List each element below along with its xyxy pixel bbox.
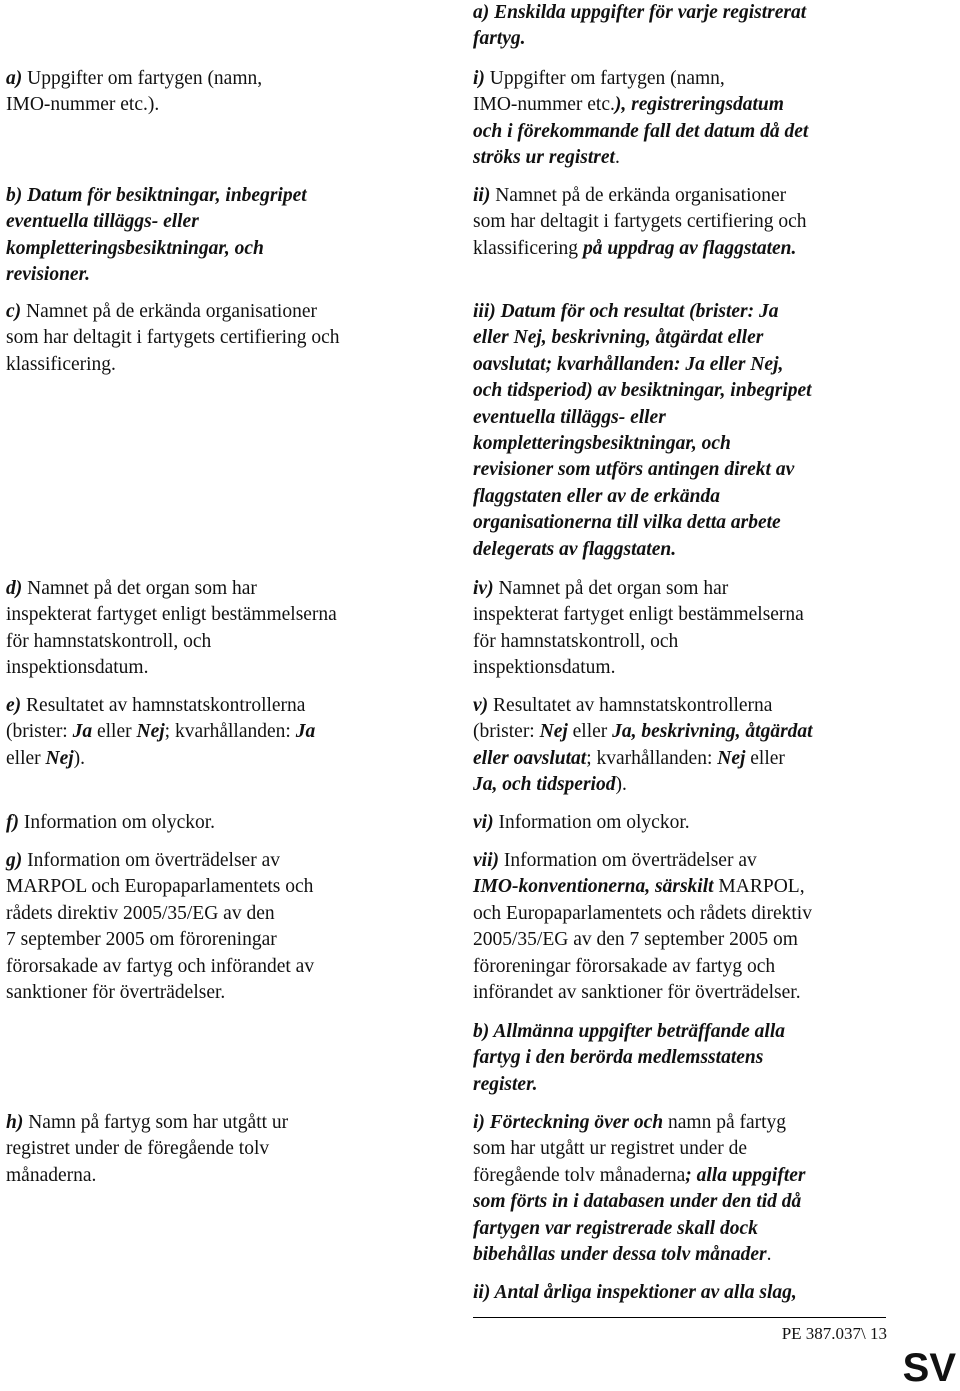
left-paragraph [6, 1110, 288, 1189]
text-line [473, 352, 812, 378]
text-segment: rådets direktiv 2005/35/EG av den [6, 902, 275, 924]
text-line [473, 874, 812, 900]
text-line [6, 1110, 288, 1136]
text-line [473, 1019, 785, 1045]
text-segment: klassificering [473, 237, 583, 259]
text-line [6, 719, 315, 745]
emphasized-text: ströks ur registret [473, 147, 615, 169]
emphasized-text: fartyg i den berörda medlemsstatens [473, 1047, 764, 1069]
text-line [473, 602, 804, 628]
emphasized-text: eventuella tilläggs- eller [473, 406, 666, 428]
emphasized-text: e) [6, 695, 22, 716]
emphasized-text: Nej [539, 721, 568, 743]
text-line [6, 954, 314, 980]
text-segment: sanktioner för överträdelser. [6, 982, 226, 1004]
text-line [473, 576, 804, 602]
text-line [473, 1242, 805, 1268]
emphasized-text: flaggstaten eller av de erkända [473, 485, 720, 507]
text-segment: förorsakade av fartyg och införandet av [6, 955, 315, 977]
text-line [6, 92, 262, 118]
emphasized-text: och tidsperiod) av besiktningar, inbegripet [473, 380, 812, 402]
text-segment: Information om överträdelser av [498, 850, 757, 871]
text-segment: Information om olyckor. [19, 812, 216, 833]
text-line [6, 874, 314, 900]
left-paragraph [6, 810, 215, 836]
text-segment: IMO-nummer etc. [473, 94, 615, 116]
text-line [473, 405, 812, 431]
text-segment: Namnet på de erkända organisationer [490, 185, 787, 206]
emphasized-text: organisationerna till vilka detta arbete [473, 512, 781, 534]
right-paragraph [473, 66, 808, 172]
right-paragraph [473, 810, 690, 836]
emphasized-text: vi) [473, 812, 494, 833]
text-line [473, 457, 812, 483]
text-line [6, 901, 314, 927]
emphasized-text: eller Nej, beskrivning, åtgärdat eller [473, 327, 764, 349]
emphasized-text: kompletteringsbesiktningar, och [473, 433, 731, 455]
emphasized-text: fartyg. [473, 28, 526, 50]
text-line [6, 325, 340, 351]
emphasized-text: oavslutat; kvarhållanden: Ja eller Nej, [473, 353, 784, 375]
emphasized-text: som förts in i databasen under den tid då [473, 1191, 802, 1213]
emphasized-text: iv) [473, 578, 494, 599]
emphasized-text: d) [6, 578, 23, 599]
text-segment: Resultatet av hamnstatskontrollerna [488, 695, 773, 716]
text-line [473, 848, 812, 874]
text-segment: registret under de föregående tolv [6, 1138, 270, 1160]
text-line [6, 1136, 288, 1162]
text-line [6, 576, 337, 602]
right-paragraph [473, 1019, 785, 1098]
right-paragraph [473, 576, 804, 682]
emphasized-text: kompletteringsbesiktningar, och [6, 237, 264, 259]
emphasized-text: på uppdrag av flaggstaten. [582, 237, 797, 259]
text-segment: för hamnstatskontroll, och [473, 630, 679, 652]
text-line [6, 66, 262, 92]
language-code: SV [902, 1346, 956, 1390]
text-line [473, 1045, 785, 1071]
text-line [473, 236, 807, 262]
text-line [473, 431, 812, 457]
text-segment: ). [73, 747, 86, 769]
right-paragraph [473, 1280, 797, 1306]
right-paragraph [473, 848, 812, 1006]
text-segment: eller [92, 721, 137, 743]
text-line [473, 0, 806, 26]
text-segment: eller [745, 747, 785, 769]
left-paragraph [6, 183, 307, 289]
text-line [473, 655, 804, 681]
text-segment: Uppgifter om fartygen (namn, [484, 68, 725, 89]
emphasized-text: ii) Antal årliga inspektioner av alla slag, [473, 1282, 797, 1303]
text-line [473, 537, 812, 563]
right-paragraph [473, 0, 806, 53]
emphasized-text: f) [6, 812, 19, 833]
text-line [6, 1163, 288, 1189]
text-line [473, 1280, 797, 1306]
text-line [473, 693, 813, 719]
emphasized-text: v) [473, 695, 489, 716]
text-line [473, 1072, 785, 1098]
text-line [473, 772, 813, 798]
text-segment: Namnet på det organ som har [22, 578, 257, 599]
text-segment: (brister: [6, 721, 73, 743]
emphasized-text: i) Förteckning över och [473, 1112, 664, 1133]
text-segment: ; kvarhållanden: [164, 721, 296, 743]
text-line [473, 145, 808, 171]
emphasized-text: register. [473, 1073, 538, 1095]
emphasized-text: IMO-konventionerna, särskilt [473, 876, 714, 898]
text-line [6, 352, 340, 378]
text-segment: namn på fartyg [663, 1112, 787, 1133]
text-line [473, 378, 812, 404]
emphasized-text: bibehållas under dessa tolv månader [473, 1244, 767, 1266]
text-line [473, 26, 806, 52]
text-line [473, 954, 812, 980]
text-line [473, 119, 808, 145]
text-segment: föroreningar förorsakade av fartyg och [473, 955, 776, 977]
footer-rule [473, 1317, 886, 1318]
text-segment: Information om överträdelser av [22, 850, 280, 871]
text-segment: MARPOL och Europaparlamentets och [6, 876, 314, 898]
text-line [6, 299, 340, 325]
text-segment: eller [6, 747, 46, 769]
text-segment: (brister: [473, 721, 540, 743]
emphasized-text: b) Allmänna uppgifter beträffande alla [473, 1021, 786, 1042]
text-line [6, 655, 337, 681]
emphasized-text: Nej [136, 721, 165, 743]
emphasized-text: ), registreringsdatum [614, 94, 784, 116]
emphasized-text: eller oavslutat [473, 747, 587, 769]
right-paragraph [473, 1110, 805, 1268]
text-segment: och Europaparlamentets och rådets direktiv [473, 902, 812, 924]
emphasized-text: eventuella tilläggs- eller [6, 211, 199, 233]
emphasized-text: Ja [72, 721, 93, 743]
text-segment: Namn på fartyg som har utgått ur [23, 1112, 289, 1133]
emphasized-text: i) [473, 68, 485, 89]
left-paragraph [6, 693, 315, 772]
text-line [473, 183, 807, 209]
text-segment: föregående tolv månaderna [473, 1164, 686, 1186]
right-paragraph [473, 299, 812, 563]
emphasized-text: Nej [717, 747, 746, 769]
text-line [6, 848, 314, 874]
left-paragraph [6, 299, 340, 378]
emphasized-text: revisioner. [6, 264, 90, 286]
emphasized-text: g) [6, 850, 23, 871]
emphasized-text: och i förekommande fall det datum då det [473, 120, 809, 142]
text-segment: ; kvarhållanden: [586, 747, 718, 769]
text-segment: inspekterat fartyget enligt bestämmelserna [6, 604, 337, 626]
text-line [6, 980, 314, 1006]
text-line [473, 92, 808, 118]
text-line [473, 980, 812, 1006]
text-line [473, 719, 813, 745]
text-line [473, 209, 807, 235]
emphasized-text: vii) [473, 850, 499, 871]
left-paragraph [6, 66, 262, 119]
text-segment: inspektionsdatum. [473, 657, 616, 679]
text-segment: . [766, 1244, 772, 1266]
text-line [473, 325, 812, 351]
text-segment: månaderna. [6, 1164, 97, 1186]
text-segment: Uppgifter om fartygen (namn, [22, 68, 263, 89]
text-line [6, 693, 315, 719]
text-segment: 7 september 2005 om föroreningar [6, 929, 277, 951]
emphasized-text: h) [6, 1112, 24, 1133]
text-line [473, 1216, 805, 1242]
emphasized-text: Ja, beskrivning, åtgärdat [612, 721, 813, 743]
text-segment: klassificering. [6, 353, 116, 375]
text-line [6, 209, 307, 235]
left-paragraph [6, 576, 337, 682]
text-line [6, 262, 307, 288]
text-segment: som har deltagit i fartygets certifiering och [6, 327, 340, 349]
emphasized-text: a) [6, 68, 23, 89]
text-segment: inspektionsdatum. [6, 657, 149, 679]
text-line [473, 746, 813, 772]
text-line [6, 746, 315, 772]
text-segment: införandet av sanktioner för överträdelser. [473, 982, 801, 1004]
text-segment: Namnet på det organ som har [493, 578, 729, 599]
text-line [473, 1136, 805, 1162]
text-line [473, 810, 690, 836]
text-segment: Resultatet av hamnstatskontrollerna [21, 695, 306, 716]
text-segment: Information om olyckor. [493, 812, 690, 833]
emphasized-text: iii) Datum för och resultat (brister: Ja [473, 301, 779, 322]
text-segment: . [614, 147, 620, 169]
emphasized-text: ii) [473, 185, 491, 206]
emphasized-text: Ja, och tidsperiod [473, 774, 616, 796]
emphasized-text: c) [6, 301, 22, 322]
text-line [6, 602, 337, 628]
text-line [473, 1163, 805, 1189]
right-paragraph [473, 693, 813, 799]
emphasized-text: fartygen var registrerade skall dock [473, 1217, 758, 1239]
text-segment: för hamnstatskontroll, och [6, 630, 212, 652]
emphasized-text: ; alla uppgifter [685, 1164, 806, 1186]
text-line [473, 510, 812, 536]
text-line [473, 629, 804, 655]
text-line [6, 927, 314, 953]
text-segment: MARPOL, [713, 876, 805, 898]
emphasized-text: a) Enskilda uppgifter för varje registrerat [473, 2, 807, 23]
text-segment: Namnet på de erkända organisationer [21, 301, 317, 322]
left-paragraph [6, 848, 314, 1006]
text-segment: eller [567, 721, 613, 743]
text-line [473, 66, 808, 92]
emphasized-text: revisioner som utförs antingen direkt av [473, 459, 795, 481]
text-line [473, 901, 812, 927]
text-line [6, 183, 307, 209]
text-line [473, 1110, 805, 1136]
text-segment: 2005/35/EG av den 7 september 2005 om [473, 929, 798, 951]
text-segment: inspekterat fartyget enligt bestämmelserna [473, 604, 804, 626]
right-paragraph [473, 183, 807, 262]
text-line [473, 1189, 805, 1215]
text-segment: IMO-nummer etc.). [6, 94, 160, 116]
emphasized-text: b) Datum för besiktningar, inbegripet [6, 185, 307, 206]
page-reference: PE 387.037\ 13 [781, 1324, 887, 1343]
text-line [473, 484, 812, 510]
emphasized-text: Nej [45, 747, 74, 769]
text-line [473, 299, 812, 325]
text-line [6, 236, 307, 262]
text-line [6, 629, 337, 655]
text-line [473, 927, 812, 953]
text-line [6, 810, 215, 836]
text-segment: som har deltagit i fartygets certifiering och [473, 211, 807, 233]
text-segment: ). [615, 774, 627, 796]
text-segment: som har utgått ur registret under de [473, 1138, 747, 1160]
emphasized-text: Ja [295, 721, 316, 743]
emphasized-text: delegerats av flaggstaten. [473, 538, 677, 560]
